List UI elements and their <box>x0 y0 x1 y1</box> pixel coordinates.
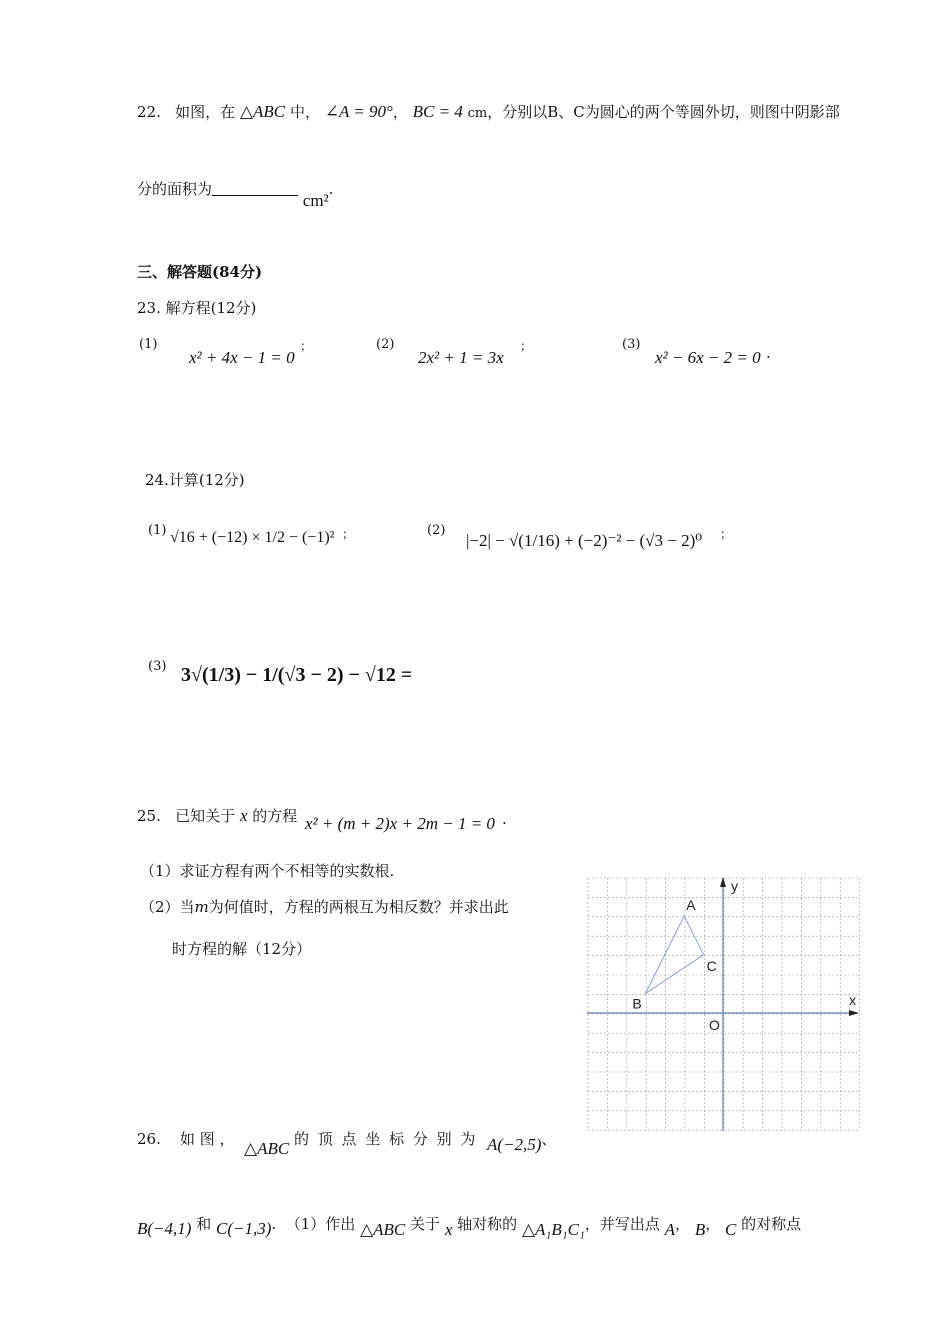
q24-label-2: (2) <box>427 523 446 538</box>
q25-part2-c: 时方程的解（12分） <box>172 940 312 958</box>
q26-point-c: C(−1,3) <box>216 1219 272 1238</box>
coordinate-grid <box>587 875 861 1131</box>
q25-equation: x² + (m + 2)x + 2m − 1 = 0 <box>305 814 495 833</box>
q23-expr-2: 2x² + 1 = 3x <box>418 348 504 367</box>
q22-end: . <box>328 180 334 198</box>
q25-var: x <box>239 806 248 825</box>
answer-blank[interactable] <box>212 181 298 196</box>
q25-text-a: 已知关于 <box>175 807 236 825</box>
q22-angle: ∠A = 90° <box>324 102 393 121</box>
q26-text-a: 如 图 ， <box>179 1130 235 1148</box>
q26-pb: B <box>694 1220 706 1239</box>
q24-label-3: (3) <box>148 659 167 674</box>
q23-expr-1: x² + 4x − 1 = 0 <box>189 348 295 367</box>
q26-dot: . <box>271 1215 277 1233</box>
q26-triangle2: △ABC <box>360 1220 406 1239</box>
q22-line1 <box>137 103 840 120</box>
q23-label-2: (2) <box>376 337 395 352</box>
q26-comma2: ， <box>705 1215 721 1233</box>
q26-and: 和 <box>196 1215 212 1233</box>
q26-triangle: △ABC <box>244 1139 290 1158</box>
q26-part1-c: 轴对称的 <box>457 1215 518 1233</box>
q26-point-b: B(−4,1) <box>137 1219 192 1238</box>
q25-end: . <box>502 810 507 828</box>
q22-unit: cm <box>467 106 488 121</box>
q26-axis: x <box>444 1220 453 1239</box>
q22-text-c: ，分别以B、C为圆心的两个等圆外切，则图中阴影部 <box>487 103 840 121</box>
section-title: 三、解答题(84分) <box>137 263 263 281</box>
q24-expr-3: 3√(1/3) − 1/(√3 − 2) − √12 = <box>181 664 413 686</box>
q23-title: 23. 解方程(12分) <box>137 299 257 317</box>
triangle-abc <box>645 916 703 994</box>
point-a-label: A <box>686 897 696 913</box>
q25-part2-b: 为何值时，方程的两根互为相反数？并求出此 <box>208 898 509 916</box>
q22-text-b: 中， <box>289 103 320 121</box>
q26-part1-b: 关于 <box>410 1215 441 1233</box>
origin-label: O <box>709 1017 720 1033</box>
point-c-label: C <box>706 957 717 974</box>
q23-end-2: ； <box>520 339 533 353</box>
q25-part2-m: m <box>194 898 209 916</box>
y-axis-label: y <box>731 878 738 894</box>
q22-text-a: 如图，在 <box>175 103 236 121</box>
y-axis-arrow <box>720 877 726 887</box>
q26-part1-a: （1）作出 <box>285 1215 356 1233</box>
x-axis-label: x <box>849 992 856 1008</box>
q25-part2-a: （2）当 <box>140 898 195 916</box>
q26-point-a: A(−2,5) <box>486 1135 542 1154</box>
q26-triangle3: △A₁B₁C₁ <box>521 1220 585 1239</box>
q23-end-1: ； <box>300 339 313 353</box>
q23-expr-3: x² − 6x − 2 = 0 <box>655 348 761 367</box>
q22-number: 22. <box>137 103 161 121</box>
q24-end-1: ； <box>342 527 355 541</box>
q24-label-1: (1) <box>148 523 167 538</box>
q26-pc: C <box>725 1220 737 1239</box>
x-axis-arrow <box>849 1010 859 1016</box>
q24-end-2: ； <box>720 527 733 541</box>
q22-line2 <box>137 180 334 210</box>
point-b-label: B <box>632 995 642 1012</box>
q24-expr-2: |−2| − √(1/16) + (−2)⁻² − (√3 − 2)⁰ <box>466 531 703 550</box>
q25-part1: （1）求证方程有两个不相等的实数根. <box>140 862 395 880</box>
q26-pa: A <box>664 1220 676 1239</box>
grid-lines <box>588 878 860 1130</box>
q26-comma1: ， <box>675 1215 691 1233</box>
q23-label-1: (1) <box>139 337 158 352</box>
q24-title: 24.计算(12分) <box>145 471 245 489</box>
q22-answer-unit: cm² <box>302 191 329 210</box>
q26-line1 <box>137 1130 557 1158</box>
q25-line1 <box>137 807 297 824</box>
q26-part1-d: ，并写出点 <box>584 1215 660 1233</box>
q24-expr-1: √16 + (−12) × 1/2 − (−1)² <box>170 529 335 546</box>
q22-sep: ， <box>392 103 408 121</box>
q26-line2 <box>137 1215 802 1239</box>
q26-sep: 、 <box>541 1130 557 1148</box>
q25-number: 25. <box>137 807 161 825</box>
q22-triangle: △ABC <box>239 102 286 121</box>
q25-text-b: 的方程 <box>252 807 298 825</box>
q22-bc: BC = 4 <box>412 102 463 121</box>
q23-end-3: . <box>766 344 771 362</box>
q22-text-d: 分的面积为 <box>137 180 213 198</box>
q26-text-b: 的 顶 点 坐 标 分 别 为 <box>294 1130 478 1148</box>
q23-label-3: (3) <box>622 337 641 352</box>
q25-part2 <box>140 900 509 915</box>
q26-part1-e: 的对称点 <box>741 1215 802 1233</box>
q26-number: 26. <box>137 1130 161 1148</box>
